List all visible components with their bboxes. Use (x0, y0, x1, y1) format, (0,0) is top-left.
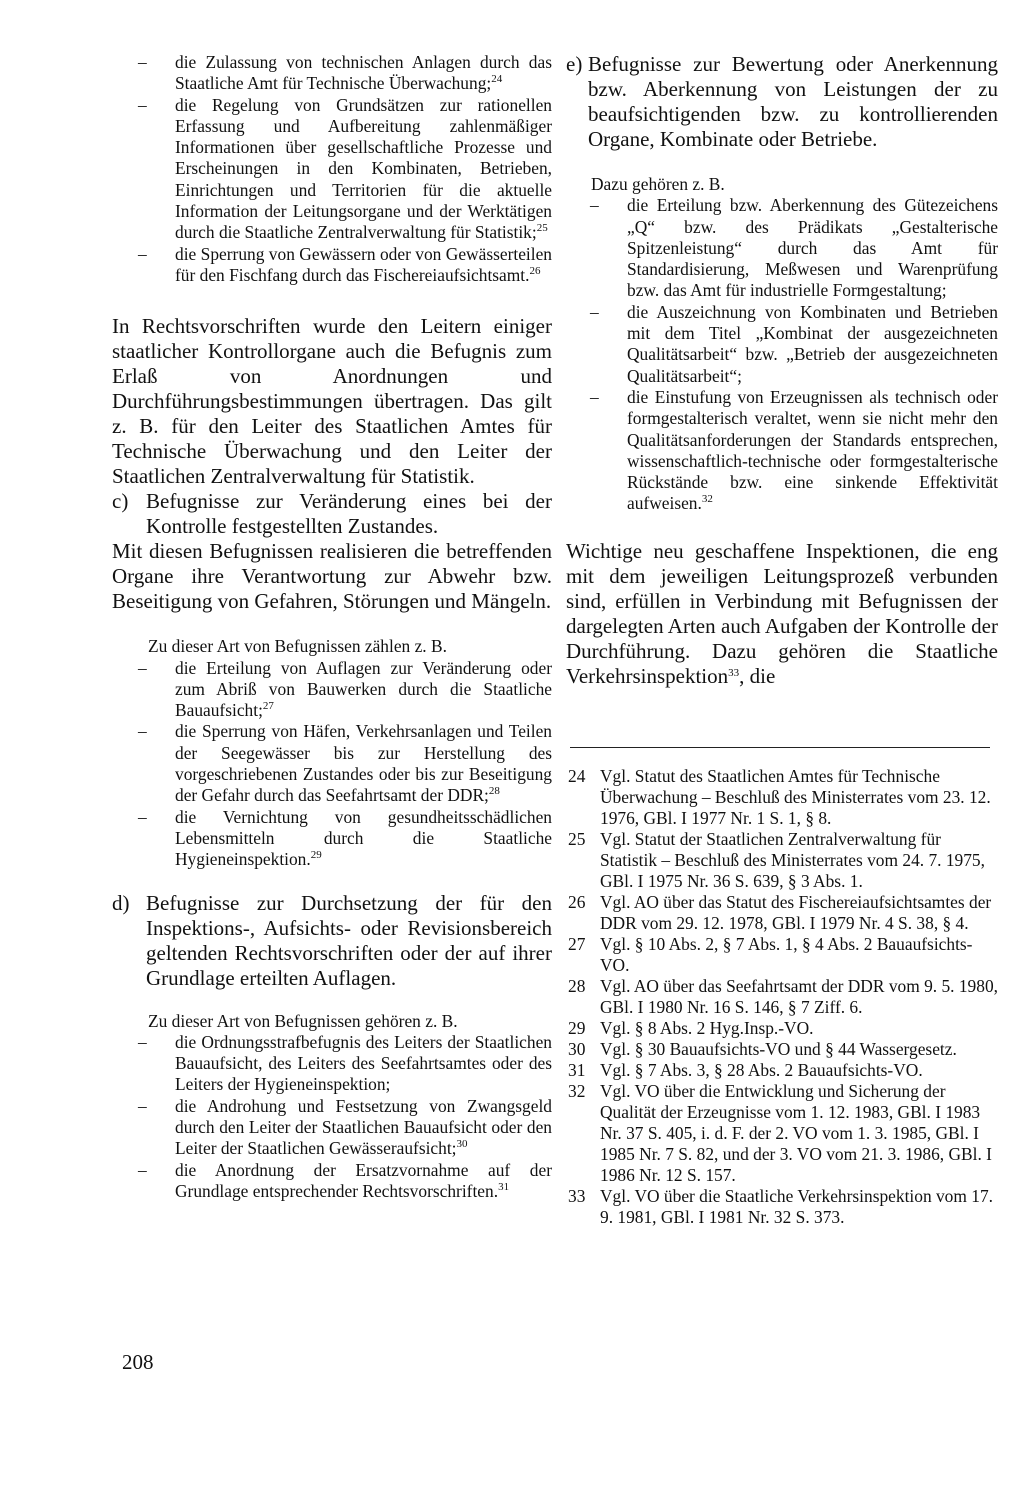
list-intro: Zu dieser Art von Befugnissen gehören z. B. (148, 1010, 458, 1031)
list-item-text: die Sperrung von Gewässern oder von Gewässerteilen für den Fischfang durch das Fischereiaufsichtsamt. (175, 243, 552, 285)
footnote-number: 27 (568, 933, 586, 954)
footnote-number: 28 (568, 975, 586, 996)
footnote-ref: 25 (536, 222, 548, 235)
footnote (566, 766, 998, 829)
footnote-text: Vgl. § 10 Abs. 2, § 7 Abs. 1, § 4 Abs. 2 Bauaufsichts-VO. (600, 933, 973, 975)
list-item-text: die Regelung von Grundsätzen zur rationellen Erfassung und Aufbereitung zahlenmäßiger Informationen über gesellschaftliche Prozesse und Erscheinungen in den Kombinaten, Betrieben, Einrichtungen und Territorien für die aktuelle Information der Leitungsorgane und der Werktätigen durch die Staatliche Zentralverwaltung für Statistik; (175, 94, 552, 243)
footnote (566, 1186, 998, 1228)
section-marker: c) (112, 489, 129, 514)
left-column (112, 52, 552, 1202)
footnote (566, 892, 998, 934)
footnote-number: 26 (568, 891, 586, 912)
dash-marker: – (590, 386, 599, 407)
footnote-text: Vgl. Statut der Staatlichen Zentralverwaltung für Statistik – Beschluß des Ministerrates vom 24. 7. 1975, GBl. I 1975 Nr. 36 S. 639, § 3 Abs. 1. (600, 828, 985, 891)
footnote-ref: 27 (262, 700, 274, 713)
section-heading-c (112, 489, 552, 539)
footnote-text: Vgl. § 8 Abs. 2 Hyg.Insp.-VO. (600, 1017, 814, 1038)
list-item-text: die Sperrung von Häfen, Verkehrsanlagen und Teilen der Seegewässer bis zur Herstellung des vorgeschriebenen Zustandes oder bis zur Beseitigung der Gefahr durch das Seefahrtsamt der DDR; (175, 721, 552, 806)
list-intro: Zu dieser Art von Befugnissen zählen z. B. (148, 636, 447, 657)
bullet-list (566, 195, 998, 514)
footnote (566, 829, 998, 892)
footnote-ref: 30 (456, 1138, 468, 1151)
footnote (566, 976, 998, 1018)
section-heading-e (566, 52, 998, 152)
list-item-text: die Ordnungsstrafbefugnis des Leiters der Staatlichen Bauaufsicht, des Leiters des Seefahrtsamtes oder des Leiters der Hygieneinspektion; (175, 1031, 552, 1095)
section-heading-text: Befugnisse zur Bewertung oder Anerkennung bzw. Aberkennung von Leistungen der zu beaufsichtigenden bzw. zu kontrollierenden Organe, Kombinate oder Betriebe. (588, 52, 998, 151)
list-item (138, 658, 552, 722)
list-item-text: die Zulassung von technischen Anlagen durch das Staatliche Amt für Technische Überwachung; (175, 52, 552, 94)
page-number: 208 (122, 1350, 154, 1374)
section-marker: e) (566, 52, 583, 76)
footnote-ref: 31 (498, 1180, 510, 1193)
footnote (566, 1060, 998, 1081)
dash-marker: – (590, 301, 599, 322)
list-item (590, 195, 998, 301)
footnote-text: Vgl. VO über die Staatliche Verkehrsinspektion vom 17. 9. 1981, GBl. I 1981 Nr. 32 S. 373. (600, 1185, 993, 1227)
section-heading-d (112, 891, 552, 991)
dash-marker: – (138, 721, 147, 742)
footnote-number: 24 (568, 765, 586, 786)
list-item (138, 1032, 552, 1096)
list-item-text: die Vernichtung von gesundheitsschädlichen Lebensmitteln durch die Staatliche Hygieneinspektion. (175, 806, 552, 870)
list-item (138, 52, 552, 95)
list-item (138, 1160, 552, 1203)
footnote-text: Vgl. Statut des Staatlichen Amtes für Technische Überwachung – Beschluß des Ministerrates vom 23. 12. 1976, GBl. I 1977 Nr. 1 S. 1, § 8. (600, 765, 991, 828)
footnote-text: Vgl. VO über die Entwicklung und Sicherung der Qualität der Erzeugnisse vom 1. 12. 1983, GBl. I 1983 Nr. 37 S. 405, i. d. F. der 2. VO vom 1. 3. 1985, GBl. I 1985 Nr. 7 S. 82, und der 3. VO vom 21. 3. 1986, GBl. I 1986 Nr. 12 S. 157. (600, 1080, 992, 1185)
list-item-text: die Erteilung bzw. Aberkennung des Gütezeichens „Q“ bzw. des Prädikats „Gestalterische Spitzenleistung“ durch das Amt für Standardisierung, Meßwesen und Warenprüfung bzw. das Amt für industrielle Formgestaltung; (627, 195, 998, 301)
footnote (566, 934, 998, 976)
list-item (138, 1096, 552, 1160)
footnote (566, 1039, 998, 1060)
footnote-text: Vgl. AO über das Seefahrtsamt der DDR vom 9. 5. 1980, GBl. I 1980 Nr. 16 S. 146, § 7 Ziff. 6. (600, 975, 998, 1017)
list-intro: Dazu gehören z. B. (591, 174, 725, 194)
list-item-text: die Erteilung von Auflagen zur Veränderung oder zum Abriß von Bauwerken durch die Staatliche Bauaufsicht; (175, 657, 552, 721)
body-paragraph (566, 539, 998, 689)
list-item (138, 95, 552, 244)
footnote-number: 32 (568, 1080, 586, 1101)
footnote-number: 25 (568, 828, 586, 849)
footnote-ref: 29 (310, 849, 322, 862)
footnote-text: Vgl. AO über das Statut des Fischereiaufsichtsamtes der DDR vom 29. 12. 1978, GBl. I 1979 Nr. 4 S. 38, § 4. (600, 891, 992, 933)
dash-marker: – (138, 1095, 147, 1116)
list-item (138, 244, 552, 287)
list-item-text: die Anordnung der Ersatzvornahme auf der Grundlage entsprechender Rechtsvorschriften. (175, 1159, 552, 1201)
footnote-number: 29 (568, 1017, 586, 1038)
body-paragraph: Mit diesen Befugnissen realisieren die betreffenden Organe ihre Verantwortung zur Abwehr bzw. Beseitigung von Gefahren, Störungen und Mängeln. (112, 539, 552, 614)
list-item (590, 302, 998, 387)
section-heading-text: Befugnisse zur Durchsetzung der für den Inspektions-, Aufsichts- oder Revisionsbereich geltenden Rechtsvorschriften oder der auf ihrer Grundlage erteilten Auflagen. (146, 890, 552, 990)
footnote-ref: 28 (488, 785, 500, 798)
footnote (566, 1081, 998, 1186)
list-item-text: die Einstufung von Erzeugnissen als technisch oder formgestalterisch veraltet, wenn sie nicht mehr den Qualitätsanforderungen der Standards entsprechen, wissenschaftlich-technische oder formgestalterische Rückstände bzw. eine sinkende Effektivität aufweisen. (627, 386, 998, 514)
footnote-ref: 24 (491, 73, 503, 86)
footnote-number: 30 (568, 1038, 586, 1059)
list-item-text: die Androhung und Festsetzung von Zwangsgeld durch den Leiter der Staatlichen Bauaufsicht oder den Leiter der Staatlichen Gewässeraufsicht; (175, 1095, 552, 1159)
dash-marker: – (138, 657, 147, 678)
list-item (138, 807, 552, 871)
body-text: Wichtige neu geschaffene Inspektionen, die eng mit dem jeweiligen Leitungsprozeß verbunden sind, erfüllen in Verbindung mit Befugnissen der dargelegten Arten auch Aufgaben der Kontrolle der Durchführung. Dazu gehören die Staatliche Verkehrsinspektion (566, 538, 998, 688)
dash-marker: – (138, 94, 147, 115)
section-heading-text: Befugnisse zur Veränderung eines bei der Kontrolle festgestellten Zustandes. (146, 489, 552, 539)
footnote-divider (570, 747, 990, 748)
body-text: , die (739, 663, 776, 688)
dash-marker: – (590, 195, 599, 216)
dash-marker: – (138, 243, 147, 264)
footnote-text: Vgl. § 7 Abs. 3, § 28 Abs. 2 Bauaufsichts-VO. (600, 1059, 923, 1080)
footnote-ref: 33 (728, 666, 740, 679)
list-item (590, 387, 998, 515)
dash-marker: – (138, 1159, 147, 1180)
footnote (566, 1018, 998, 1039)
list-item-text: die Auszeichnung von Kombinaten und Betrieben mit dem Titel „Kombinat der ausgezeichneten Qualitätsarbeit“ bzw. „Betrieb der ausgezeichneten Qualitätsarbeit“; (627, 301, 998, 386)
bullet-list (112, 658, 552, 871)
body-paragraph: In Rechtsvorschriften wurde den Leitern einiger staatlicher Kontrollorgane auch die Befugnis zum Erlaß von Anordnungen und Durchführungsbestimmungen übertragen. Das gilt z. B. für den Leiter des Staatlichen Amtes für Technische Überwachung und den Leiter der Staatlichen Zentralverwaltung für Statistik. (112, 314, 552, 489)
bullet-list (112, 1032, 552, 1202)
dash-marker: – (138, 52, 147, 72)
footnotes (566, 766, 998, 1228)
list-item (138, 721, 552, 806)
footnote-ref: 26 (529, 264, 541, 277)
section-marker: d) (112, 890, 130, 915)
footnote-number: 31 (568, 1059, 586, 1080)
dash-marker: – (138, 806, 147, 827)
bullet-list (112, 52, 552, 286)
footnote-text: Vgl. § 30 Bauaufsichts-VO und § 44 Wassergesetz. (600, 1038, 957, 1059)
footnote-number: 33 (568, 1185, 586, 1206)
footnote-ref: 32 (701, 493, 713, 506)
right-column (566, 52, 998, 1228)
dash-marker: – (138, 1031, 147, 1052)
